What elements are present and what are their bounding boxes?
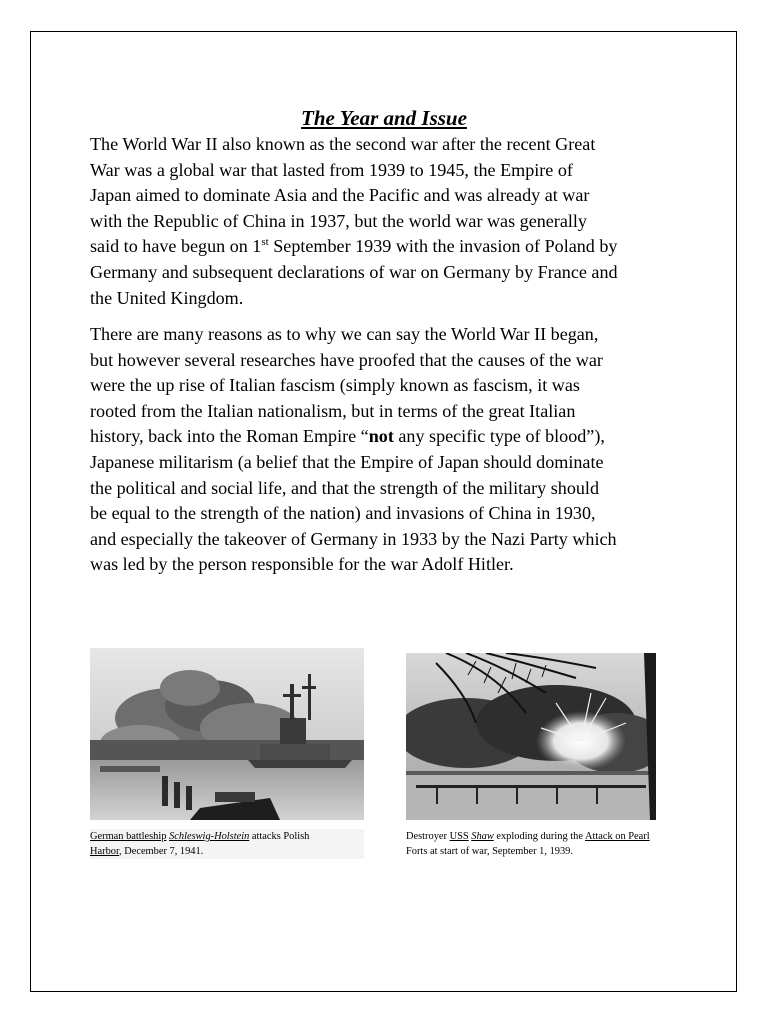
- text-fragment: history, back into the Roman Empire “: [90, 426, 369, 447]
- text-line: Japan aimed to dominate Asia and the Pacific and was already at war: [90, 185, 590, 206]
- caption-text: , December 7, 1941.: [119, 846, 204, 857]
- text-line: but however several researches have proofed that the causes of the war: [90, 349, 603, 370]
- caption-line: [406, 829, 676, 844]
- text-line: and especially the takeover of Germany in 1933 by the Nazi Party which: [90, 528, 617, 549]
- caption-link-attack-on-pearl[interactable]: Attack on Pearl: [584, 831, 650, 842]
- text-line: Germany and subsequent declarations of war on Germany by France and: [90, 261, 618, 282]
- caption-link-battleship[interactable]: German battleship: [90, 831, 167, 842]
- text-line: The World War II also known as the second war after the recent Great: [90, 134, 596, 154]
- text-line: [90, 424, 690, 450]
- caption-line: [90, 829, 364, 844]
- document-title: The Year and Issue: [301, 106, 467, 131]
- battleship-photo-graphic: [90, 648, 364, 820]
- text-line: [90, 234, 690, 260]
- paragraph-causes: [90, 322, 690, 578]
- text-fragment: any specific type of blood”),: [393, 426, 605, 447]
- text-line: There are many reasons as to why we can say the World War II began,: [90, 324, 599, 344]
- ordinal-superscript: st: [261, 236, 269, 249]
- text-fragment: September 1939 with the invasion of Poland by: [268, 236, 618, 257]
- text-line: the political and social life, and that the strength of the military should: [90, 477, 600, 498]
- figure-caption-pearl-harbor: [406, 829, 676, 859]
- caption-link-harbor[interactable]: Harbor: [90, 846, 120, 857]
- caption-line: [90, 844, 364, 859]
- caption-link-schleswig-holstein[interactable]: Schleswig-Holstein: [169, 831, 250, 842]
- text-line: be equal to the strength of the nation) and invasions of China in 1930,: [90, 503, 596, 524]
- caption-text: attacks Polish: [249, 831, 310, 842]
- caption-text: Destroyer: [406, 831, 450, 842]
- text-line: were the up rise of Italian fascism (simply known as fascism, it was: [90, 375, 580, 396]
- figure-caption-battleship: [90, 829, 364, 859]
- text-line: the United Kingdom.: [90, 287, 244, 308]
- text-line: with the Republic of China in 1937, but the world war was generally: [90, 210, 587, 231]
- caption-link-shaw[interactable]: Shaw: [471, 831, 494, 842]
- text-line: Japanese militarism (a belief that the Empire of Japan should dominate: [90, 451, 604, 472]
- caption-line: Forts at start of war, September 1, 1939.: [406, 846, 573, 857]
- text-line: War was a global war that lasted from 1939 to 1945, the Empire of: [90, 159, 573, 180]
- text-line: rooted from the Italian nationalism, but in terms of the great Italian: [90, 400, 576, 421]
- text-line: was led by the person responsible for the war Adolf Hitler.: [90, 554, 514, 575]
- pearl-harbor-photo-graphic: [406, 653, 656, 820]
- bold-word: not: [368, 426, 394, 447]
- caption-text: exploding during the: [493, 831, 585, 842]
- paragraph-intro: [90, 132, 690, 311]
- caption-link-uss[interactable]: USS: [449, 831, 469, 842]
- pearl-harbor-explosion-photo: [406, 653, 656, 820]
- battleship-photo: [90, 648, 364, 820]
- text-fragment: said to have begun on 1: [90, 236, 262, 257]
